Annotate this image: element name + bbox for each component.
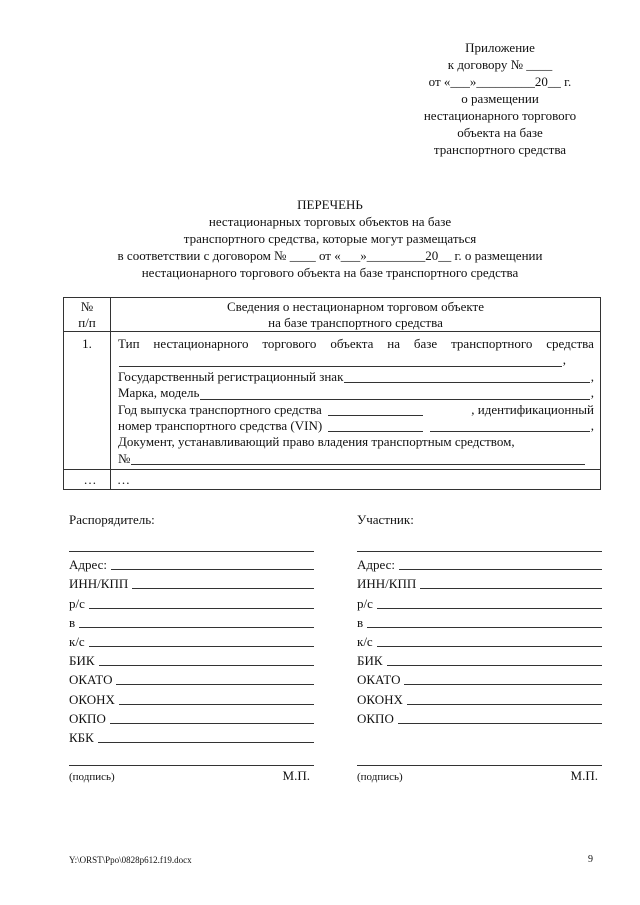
party-field (357, 612, 602, 631)
appendix-line: о размещении (461, 91, 539, 106)
field-label: к/с (357, 633, 373, 649)
title-line: нестационарного торгового объекта на базе транспортного средства (141, 265, 519, 280)
vin-blank-1[interactable] (328, 419, 423, 432)
type-line (118, 336, 594, 352)
field-label: ОКПО (69, 710, 106, 726)
footer-page-number: 9 (588, 854, 593, 865)
list-title-block (40, 196, 620, 281)
field-label: в (69, 614, 76, 630)
field-line[interactable] (98, 742, 314, 743)
word: средства (546, 336, 594, 351)
dots-info-cell: … (111, 470, 601, 490)
doc-num-line (118, 451, 594, 467)
field-line[interactable] (89, 608, 314, 609)
field-line[interactable] (387, 665, 602, 666)
signature-row (69, 768, 314, 784)
field-line[interactable] (132, 588, 314, 589)
row-info-cell (111, 332, 601, 470)
word: нестационарного (153, 336, 249, 351)
vin-heading: , идентификационный (471, 401, 594, 417)
field-line[interactable] (119, 704, 314, 705)
field-label: ОКОНХ (357, 691, 403, 707)
reg-sign-blank[interactable] (344, 369, 589, 383)
party-field (69, 669, 314, 688)
header-info-cell (111, 298, 601, 332)
party-field (357, 688, 602, 707)
vin-label: номер транспортного средства (VIN) (118, 418, 323, 434)
field-line[interactable] (89, 646, 314, 647)
field-label: ИНН/КПП (69, 576, 129, 592)
signature-label: (подпись) (357, 770, 403, 783)
party-field (357, 708, 602, 727)
party-heading: Участник: (357, 512, 414, 527)
party-field (69, 554, 314, 573)
field-label: КБК (69, 729, 94, 745)
brand-line (118, 385, 594, 401)
party-field (357, 554, 602, 573)
field-label: ОКАТО (69, 672, 113, 688)
vin-line (118, 418, 594, 434)
header-num-cell (64, 298, 111, 332)
party-block-left (69, 512, 314, 784)
field-label: ОКАТО (357, 672, 401, 688)
signature-line[interactable] (69, 765, 314, 766)
doc-num-label: № (118, 450, 131, 466)
year-line (118, 402, 594, 418)
party-heading: Распорядитель: (69, 512, 155, 527)
party-field (357, 631, 602, 650)
field-label: Адрес: (357, 557, 395, 573)
field-label: БИК (69, 653, 95, 669)
stamp-label: М.П. (570, 767, 598, 783)
field-line[interactable] (407, 704, 602, 705)
field-line[interactable] (404, 684, 602, 685)
party-field (69, 688, 314, 707)
party-field (357, 592, 602, 611)
field-label: в (357, 614, 364, 630)
year-label: Год выпуска транспортного средства (118, 401, 322, 417)
field-label: БИК (357, 653, 383, 669)
field-line[interactable] (377, 608, 602, 609)
appendix-line: Приложение (465, 40, 535, 55)
field-line[interactable] (377, 646, 602, 647)
comma: , (562, 352, 566, 368)
list-title: ПЕРЕЧЕНЬ (297, 197, 363, 212)
field-line[interactable] (420, 588, 602, 589)
reg-sign-label: Государственный регистрационный знак (118, 368, 344, 384)
party-field (69, 573, 314, 592)
field-label: к/с (69, 633, 85, 649)
signature-label: (подпись) (69, 770, 115, 783)
field-label: Адрес: (69, 557, 107, 573)
field-line[interactable] (367, 627, 602, 628)
field-label: ИНН/КПП (357, 576, 417, 592)
table-row (64, 470, 601, 490)
row-num-cell: 1. (64, 332, 111, 470)
comma: , (590, 368, 594, 384)
word: транспортного (451, 336, 533, 351)
brand-label: Марка, модель (118, 385, 200, 401)
header-info-line: на базе транспортного средства (268, 315, 443, 330)
appendix-line: транспортного средства (433, 142, 567, 157)
signature-row (357, 768, 602, 784)
party-field (69, 631, 314, 650)
table-header-row (64, 298, 601, 332)
party-field (69, 708, 314, 727)
party-top-line (69, 551, 314, 552)
party-field (69, 650, 314, 669)
footer-file-path: Y:\ORST\Ppo\0828p612.f19.docx (69, 855, 192, 865)
objects-table (63, 297, 601, 490)
field-line[interactable] (116, 684, 314, 685)
field-line[interactable] (398, 723, 602, 724)
table-row (64, 332, 601, 470)
party-field (69, 612, 314, 631)
header-num-line: п/п (78, 315, 96, 330)
field-label: р/с (357, 595, 373, 611)
party-field (357, 650, 602, 669)
party-top-line (357, 551, 602, 552)
brand-blank[interactable] (200, 386, 589, 400)
stamp-label: М.П. (282, 767, 310, 783)
year-blank[interactable] (328, 403, 423, 416)
field-label: р/с (69, 595, 85, 611)
word: на (387, 336, 400, 351)
type-fill-line (118, 352, 594, 368)
appendix-line: нестационарного торгового (423, 108, 577, 123)
vin-blank-2[interactable] (430, 418, 590, 432)
party-field (69, 727, 314, 746)
title-line: нестационарных торговых объектов на базе (208, 214, 452, 229)
appendix-line: от «___»_________20__ г. (428, 74, 572, 89)
field-line[interactable] (110, 723, 314, 724)
field-line[interactable] (111, 569, 314, 570)
field-label: ОКОНХ (69, 691, 115, 707)
party-block-right (357, 512, 602, 784)
field-label: ОКПО (357, 710, 394, 726)
party-field (69, 592, 314, 611)
title-line: в соответствии с договором № ____ от «___»_________20__ г. о размещении (117, 248, 543, 263)
title-line: транспортного средства, которые могут размещаться (183, 231, 477, 246)
comma: , (590, 385, 594, 401)
appendix-line: к договору № ____ (447, 57, 553, 72)
appendix-block (400, 39, 600, 158)
doc-label: Документ, устанавливающий право владения транспортным средством, (118, 434, 515, 450)
field-line[interactable] (99, 665, 314, 666)
dots-num-cell: … (64, 470, 111, 490)
party-field (357, 669, 602, 688)
signature-line[interactable] (357, 765, 602, 766)
comma: , (590, 418, 594, 434)
field-line[interactable] (79, 627, 314, 628)
reg-sign-line (118, 369, 594, 385)
field-line[interactable] (399, 569, 602, 570)
header-num-line: № (80, 299, 94, 314)
appendix-line: объекта на базе (457, 125, 543, 140)
type-blank[interactable] (119, 353, 562, 367)
header-info-line: Сведения о нестационарном торговом объекте (226, 299, 485, 314)
word: торгового (262, 336, 317, 351)
doc-num-blank[interactable] (131, 451, 585, 465)
doc-line (118, 434, 594, 450)
word: объекта (330, 336, 374, 351)
party-field (357, 573, 602, 592)
word: Тип (118, 336, 140, 351)
word: базе (413, 336, 438, 351)
